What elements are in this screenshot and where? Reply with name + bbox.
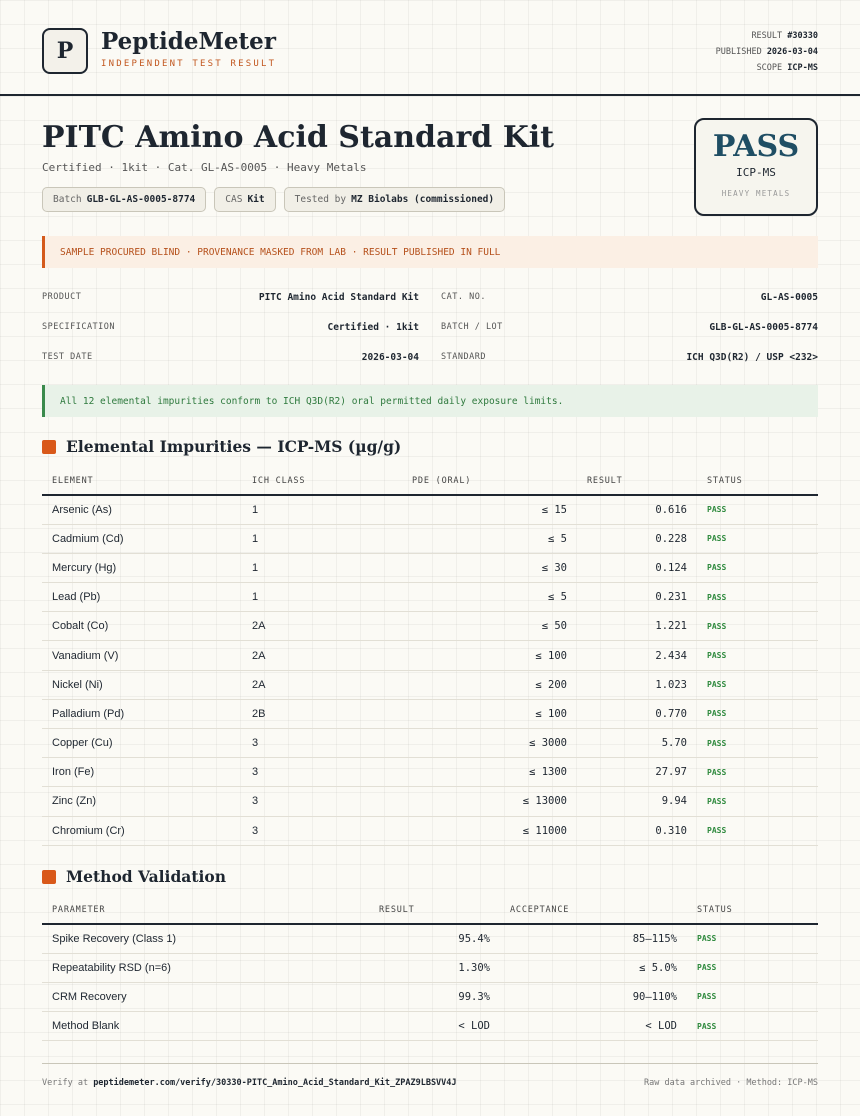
info-label: CAT. NO. (441, 292, 486, 302)
table-row (42, 924, 818, 953)
table-row (42, 816, 818, 845)
ich-class: 1 (242, 495, 402, 524)
section-title-text: Method Validation (66, 867, 226, 886)
status-badge: PASS (697, 612, 818, 641)
element-name: Cadmium (Cd) (42, 524, 242, 553)
pde-limit: ≤ 15 (402, 495, 577, 524)
status-badge: PASS (697, 816, 818, 845)
table-row (42, 787, 818, 816)
status-badge: PASS (697, 758, 818, 787)
verdict-result: PASS (712, 129, 800, 164)
impurities-section-title (42, 437, 401, 456)
table-header-row (42, 896, 818, 924)
result-value: 5.70 (577, 729, 697, 758)
table-row (42, 982, 818, 1011)
element-name: Iron (Fe) (42, 758, 242, 787)
element-name: Vanadium (V) (42, 641, 242, 670)
info-specification (42, 312, 419, 342)
ich-class: 2A (242, 670, 402, 699)
info-value: GL-AS-0005 (760, 291, 818, 303)
chip-label: Batch (53, 194, 82, 205)
parameter-name: CRM Recovery (42, 982, 369, 1011)
result-value: 1.30% (369, 953, 500, 982)
section-marker-icon (42, 440, 56, 454)
column-header: ICH CLASS (242, 467, 402, 495)
chip-value: MZ Biolabs (commissioned) (351, 194, 495, 205)
table-row (42, 729, 818, 758)
result-value: 0.770 (577, 699, 697, 728)
status-badge: PASS (697, 787, 818, 816)
element-name: Lead (Pb) (42, 583, 242, 612)
table-header-row (42, 467, 818, 495)
element-name: Nickel (Ni) (42, 670, 242, 699)
chip-value: Kit (247, 194, 265, 205)
info-value: 2026-03-04 (361, 351, 419, 363)
element-name: Chromium (Cr) (42, 816, 242, 845)
result-value: 1.221 (577, 612, 697, 641)
pde-limit: ≤ 13000 (402, 787, 577, 816)
info-value: PITC Amino Acid Standard Kit (258, 291, 419, 303)
validation-table (42, 896, 818, 1041)
column-header: STATUS (697, 467, 818, 495)
column-header: ACCEPTANCE (500, 896, 687, 924)
status-badge: PASS (687, 924, 818, 953)
scope-value: ICP-MS (787, 63, 818, 73)
column-header: ELEMENT (42, 467, 242, 495)
status-badge: PASS (697, 641, 818, 670)
table-row (42, 953, 818, 982)
info-standard (441, 342, 818, 372)
info-value: GLB-GL-AS-0005-8774 (709, 321, 818, 333)
section-marker-icon (42, 870, 56, 884)
parameter-name: Repeatability RSD (n=6) (42, 953, 369, 982)
chip-label: Tested by (294, 194, 347, 205)
info-test-date (42, 342, 419, 372)
cas-chip (214, 187, 275, 212)
element-name: Mercury (Hg) (42, 553, 242, 582)
pde-limit: ≤ 5 (402, 583, 577, 612)
element-name: Palladium (Pd) (42, 699, 242, 728)
status-badge: PASS (697, 583, 818, 612)
result-value: 2.434 (577, 641, 697, 670)
table-row (42, 1012, 818, 1041)
ich-class: 1 (242, 524, 402, 553)
blind-sampling-notice: SAMPLE PROCURED BLIND · PROVENANCE MASKED FROM LAB · RESULT PUBLISHED IN FULL (42, 236, 818, 268)
table-row (42, 699, 818, 728)
verdict-category: HEAVY METALS (721, 189, 791, 198)
chip-label: CAS (225, 194, 243, 205)
acceptance-criteria: ≤ 5.0% (500, 953, 687, 982)
brand-tagline: INDEPENDENT TEST RESULT (101, 59, 277, 69)
result-value: 1.023 (577, 670, 697, 699)
table-row (42, 612, 818, 641)
verdict-badge (694, 118, 818, 216)
scope-label: SCOPE (756, 63, 783, 73)
ich-class: 2B (242, 699, 402, 728)
column-header: RESULT (369, 896, 500, 924)
column-header: PARAMETER (42, 896, 369, 924)
pde-limit: ≤ 30 (402, 553, 577, 582)
info-value: ICH Q3D(R2) / USP <232> (686, 351, 818, 363)
ich-class: 2A (242, 612, 402, 641)
parameter-name: Method Blank (42, 1012, 369, 1041)
info-label: STANDARD (441, 352, 486, 362)
table-row (42, 524, 818, 553)
pde-limit: ≤ 5 (402, 524, 577, 553)
element-name: Arsenic (As) (42, 495, 242, 524)
ich-class: 3 (242, 758, 402, 787)
info-product (42, 282, 419, 312)
column-header: STATUS (687, 896, 818, 924)
acceptance-criteria: 85–115% (500, 924, 687, 953)
status-badge: PASS (687, 982, 818, 1011)
page-title: PITC Amino Acid Standard Kit (42, 120, 555, 155)
info-value: Certified · 1kit (327, 321, 419, 333)
report-footer (42, 1063, 818, 1101)
validation-section-title (42, 867, 226, 886)
report-meta (716, 28, 818, 76)
verify-prefix: Verify at (42, 1077, 89, 1088)
impurities-table (42, 467, 818, 846)
info-label: BATCH / LOT (441, 322, 503, 332)
ich-class: 3 (242, 787, 402, 816)
result-value: 0.124 (577, 553, 697, 582)
chip-row (42, 187, 505, 212)
status-badge: PASS (697, 524, 818, 553)
info-label: TEST DATE (42, 352, 93, 362)
verify-text (42, 1078, 457, 1088)
result-value: 0.228 (577, 524, 697, 553)
ich-class: 1 (242, 553, 402, 582)
chip-value: GLB-GL-AS-0005-8774 (86, 194, 196, 205)
info-catno (441, 282, 818, 312)
result-number: #30330 (787, 31, 818, 41)
status-badge: PASS (687, 1012, 818, 1041)
info-label: PRODUCT (42, 292, 82, 302)
ich-class: 3 (242, 816, 402, 845)
published-label: PUBLISHED (715, 47, 762, 57)
verdict-method: ICP-MS (736, 166, 776, 179)
page-subtitle: Certified · 1kit · Cat. GL-AS-0005 · Heavy Metals (42, 161, 367, 174)
conformance-notice: All 12 elemental impurities conform to ICH Q3D(R2) oral permitted daily exposure limits. (42, 385, 818, 417)
archive-note: Raw data archived · Method: ICP-MS (644, 1077, 818, 1088)
brand-name[interactable]: PeptideMeter (101, 28, 276, 55)
ich-class: 3 (242, 729, 402, 758)
result-value: 0.231 (577, 583, 697, 612)
pde-limit: ≤ 50 (402, 612, 577, 641)
result-value: 99.3% (369, 982, 500, 1011)
result-value: 9.94 (577, 787, 697, 816)
result-value: 0.616 (577, 495, 697, 524)
result-label: RESULT (751, 31, 783, 41)
table-row (42, 641, 818, 670)
status-badge: PASS (697, 729, 818, 758)
pde-limit: ≤ 100 (402, 699, 577, 728)
parameter-name: Spike Recovery (Class 1) (42, 924, 369, 953)
table-row (42, 553, 818, 582)
status-badge: PASS (697, 670, 818, 699)
table-row (42, 583, 818, 612)
element-name: Cobalt (Co) (42, 612, 242, 641)
ich-class: 1 (242, 583, 402, 612)
element-name: Zinc (Zn) (42, 787, 242, 816)
pde-limit: ≤ 11000 (402, 816, 577, 845)
pde-limit: ≤ 3000 (402, 729, 577, 758)
info-label: SPECIFICATION (42, 322, 116, 332)
published-date: 2026-03-04 (766, 47, 818, 57)
column-header: PDE (ORAL) (402, 467, 577, 495)
table-row (42, 670, 818, 699)
brand-logo: P (42, 28, 88, 74)
section-title-text: Elemental Impurities — ICP-MS (µg/g) (66, 437, 402, 456)
pde-limit: ≤ 100 (402, 641, 577, 670)
table-row (42, 495, 818, 524)
status-badge: PASS (697, 699, 818, 728)
result-value: 0.310 (577, 816, 697, 845)
acceptance-criteria: < LOD (500, 1012, 687, 1041)
tested-by-chip (284, 187, 505, 212)
pde-limit: ≤ 1300 (402, 758, 577, 787)
pde-limit: ≤ 200 (402, 670, 577, 699)
status-badge: PASS (697, 553, 818, 582)
acceptance-criteria: 90–110% (500, 982, 687, 1011)
element-name: Copper (Cu) (42, 729, 242, 758)
status-badge: PASS (687, 953, 818, 982)
info-batch (441, 312, 818, 342)
ich-class: 2A (242, 641, 402, 670)
table-row (42, 758, 818, 787)
result-value: < LOD (369, 1012, 500, 1041)
verify-link[interactable]: peptidemeter.com/verify/30330-PITC_Amino_Acid_Standard_Kit_ZPAZ9LBSVV4J (93, 1077, 457, 1088)
result-value: 27.97 (577, 758, 697, 787)
result-value: 95.4% (369, 924, 500, 953)
batch-chip (42, 187, 206, 212)
report-header (0, 0, 860, 96)
column-header: RESULT (577, 467, 697, 495)
status-badge: PASS (697, 495, 818, 524)
